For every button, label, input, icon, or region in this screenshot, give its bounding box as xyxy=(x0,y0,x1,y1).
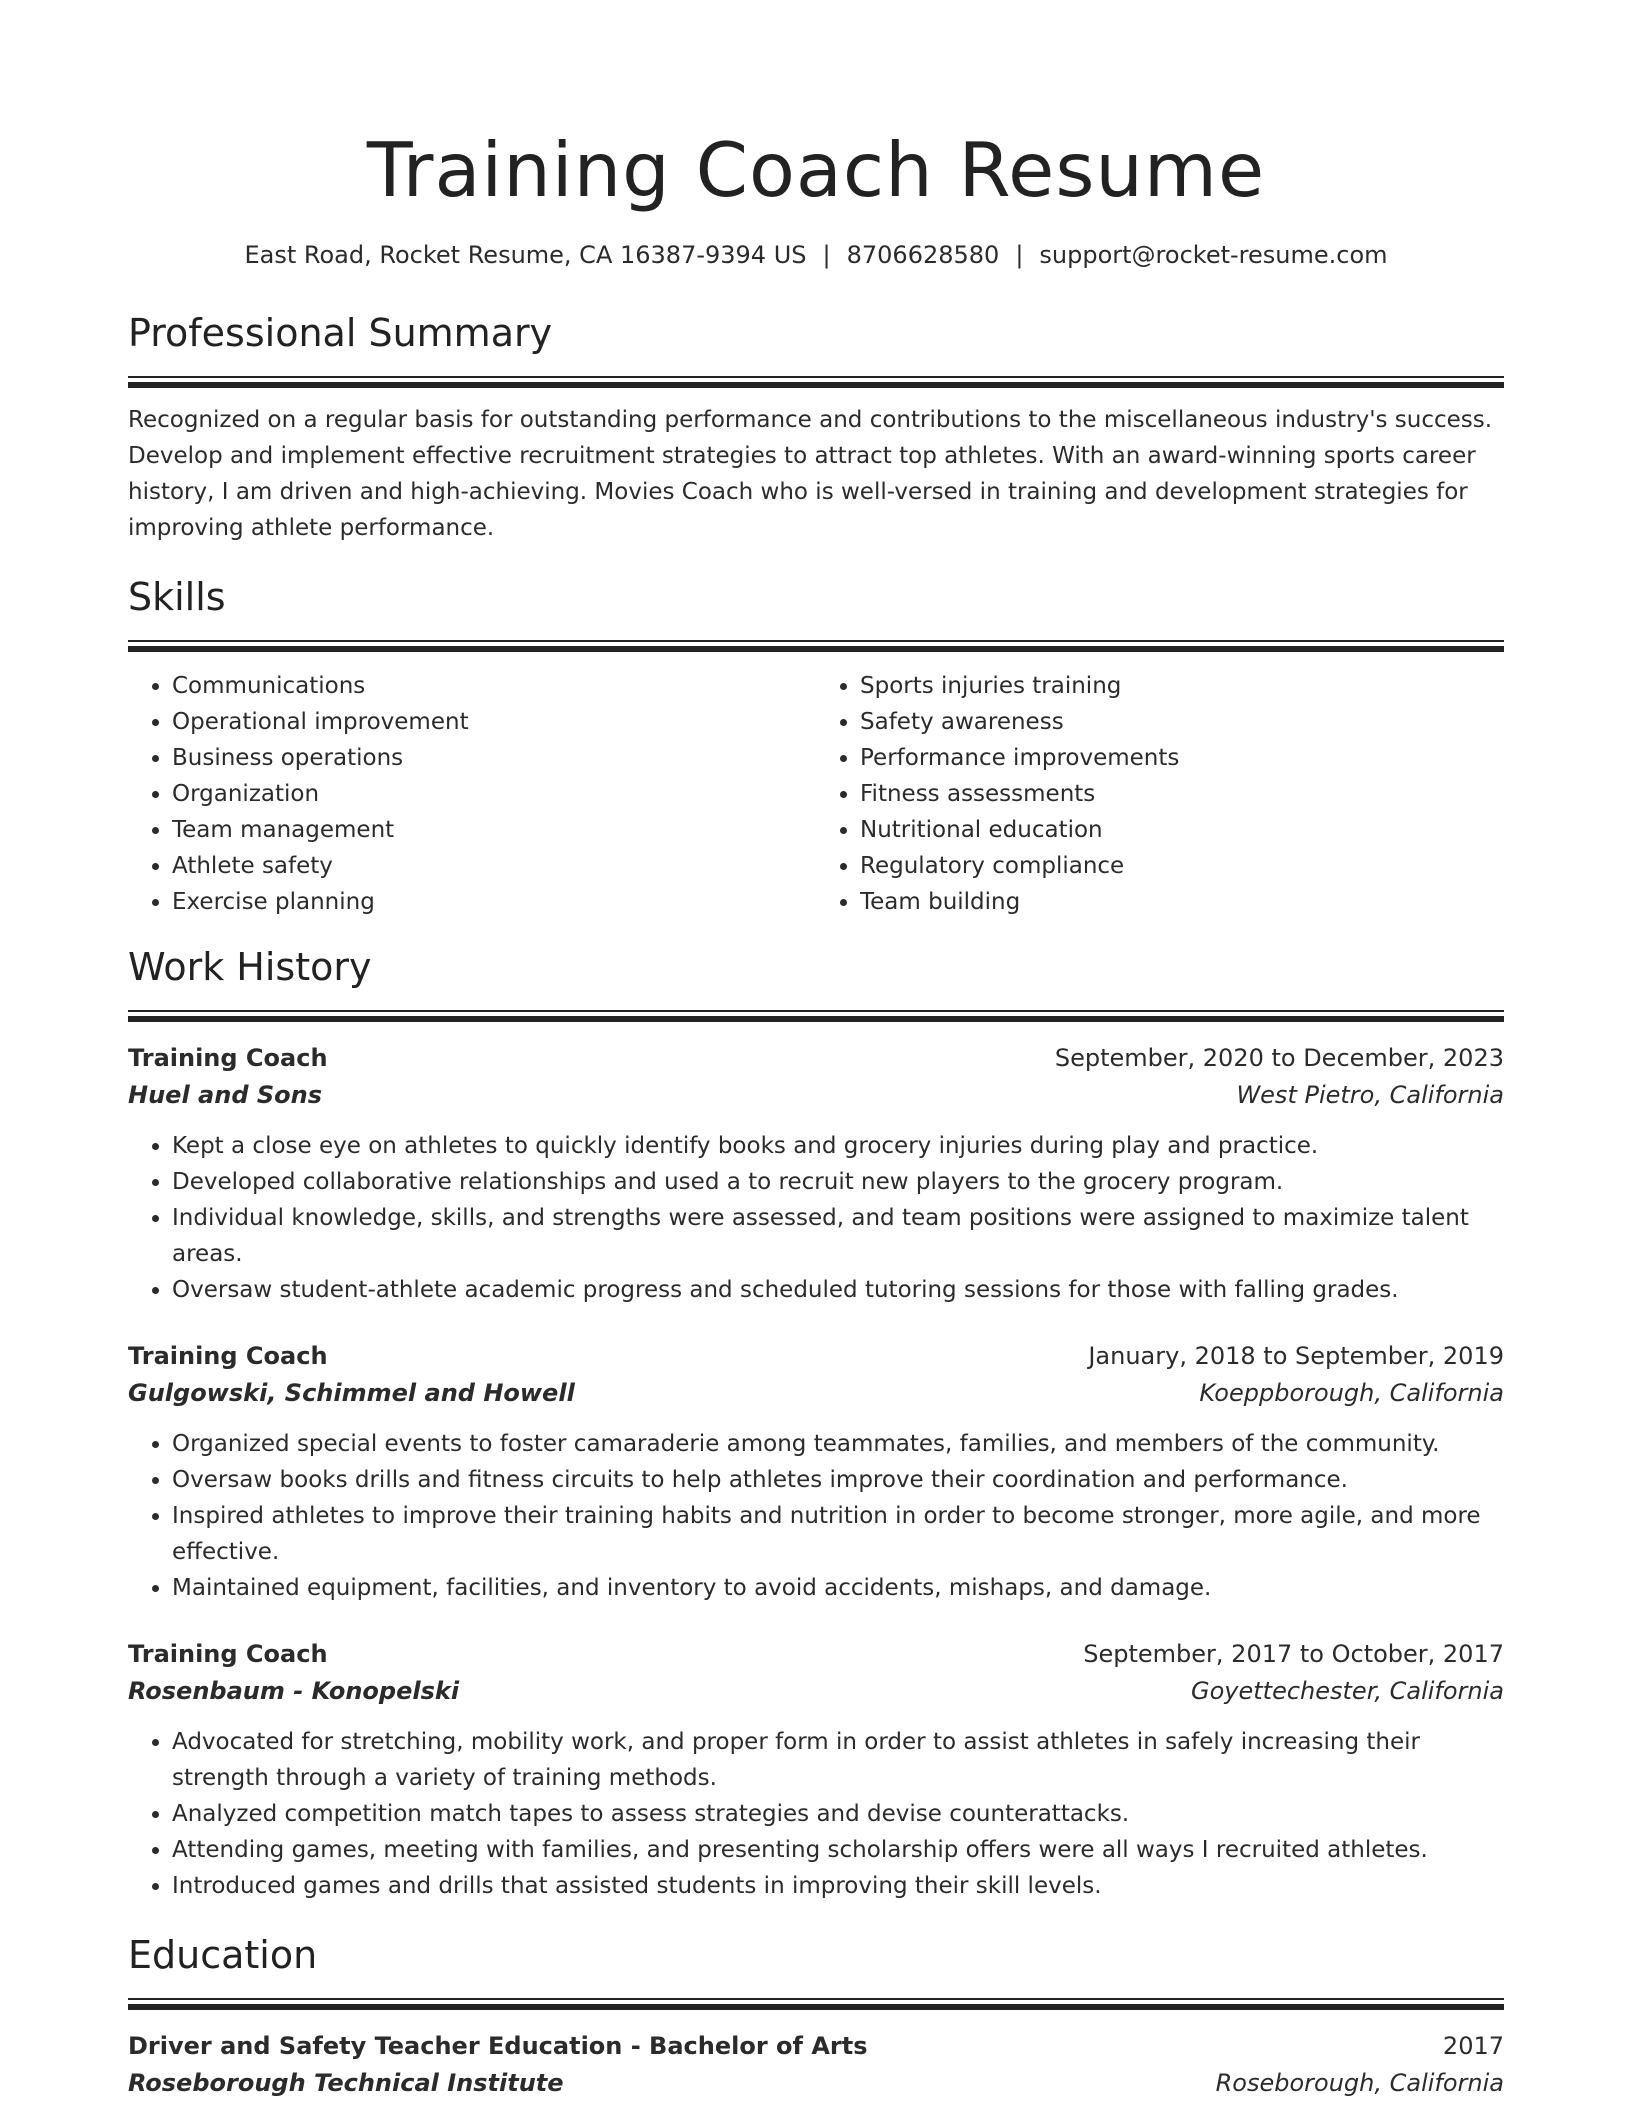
skill-item: • Safety awareness xyxy=(860,704,1504,740)
job-bullet: • Developed collaborative relationships and used a to recruit new players to the grocery program. xyxy=(172,1164,1504,1200)
skills-section xyxy=(128,572,1504,920)
education-entry xyxy=(128,2028,1504,2102)
job-bullet: • Maintained equipment, facilities, and inventory to avoid accidents, mishaps, and damage. xyxy=(172,1570,1504,1606)
skill-item: • Communications xyxy=(172,668,816,704)
job-bullet: • Attending games, meeting with families, and presenting scholarship offers were all ways I recruited athletes. xyxy=(172,1832,1504,1868)
skill-item: • Fitness assessments xyxy=(860,776,1504,812)
job-bullet: • Introduced games and drills that assisted students in improving their skill levels. xyxy=(172,1868,1504,1904)
job-bullet: • Inspired athletes to improve their training habits and nutrition in order to become stronger, more agile, and more effective. xyxy=(172,1498,1504,1570)
job-location: West Pietro, California xyxy=(1236,1081,1504,1109)
contact-separator: | xyxy=(1015,241,1024,269)
job-dates: September, 2020 to December, 2023 xyxy=(1054,1044,1504,1072)
contact-phone: 8706628580 xyxy=(846,241,1000,269)
section-divider xyxy=(128,376,1504,378)
job-dates: September, 2017 to October, 2017 xyxy=(1083,1640,1504,1668)
job-header-row xyxy=(128,1636,1504,1672)
job-company-row xyxy=(128,1076,1504,1114)
job-bullet: • Oversaw student-athlete academic progress and scheduled tutoring sessions for those with falling grades. xyxy=(172,1272,1504,1308)
job-bullets xyxy=(128,1128,1504,1308)
education-school-row xyxy=(128,2064,1504,2102)
summary-text: Recognized on a regular basis for outstanding performance and contributions to the miscellaneous industry's success. Develop and implement effective recruitment strategies to attract top athletes. With an award-winning sports career history, I am driven and high-achieving. Movies Coach who is well-versed in training and development strategies for improving athlete performance. xyxy=(128,407,1493,541)
contact-address: East Road, Rocket Resume, CA 16387-9394 US xyxy=(244,241,807,269)
skills-list-right xyxy=(816,668,1504,920)
job-entry xyxy=(128,1338,1504,1606)
job-bullets xyxy=(128,1724,1504,1904)
education-heading: Education xyxy=(128,1933,318,1977)
skill-item: • Performance improvements xyxy=(860,740,1504,776)
job-bullet: • Oversaw books drills and fitness circuits to help athletes improve their coordination and performance. xyxy=(172,1462,1504,1498)
skill-item: • Nutritional education xyxy=(860,812,1504,848)
work-history-heading: Work History xyxy=(128,945,372,989)
job-title: Training Coach xyxy=(128,1342,328,1370)
section-divider-thick xyxy=(128,382,1504,388)
job-location: Goyettechester, California xyxy=(1191,1677,1504,1705)
skill-item: • Sports injuries training xyxy=(860,668,1504,704)
section-divider-thick xyxy=(128,1016,1504,1022)
job-bullet: • Individual knowledge, skills, and strengths were assessed, and team positions were assigned to maximize talent areas. xyxy=(172,1200,1504,1272)
skill-item: • Athlete safety xyxy=(172,848,816,884)
skills-heading: Skills xyxy=(128,575,226,619)
job-company-row xyxy=(128,1672,1504,1710)
skill-item: • Team management xyxy=(172,812,816,848)
section-divider xyxy=(128,1998,1504,2000)
skill-item: • Team building xyxy=(860,884,1504,920)
section-divider xyxy=(128,1010,1504,1012)
job-entry xyxy=(128,1040,1504,1308)
summary-heading: Professional Summary xyxy=(128,311,553,355)
education-section xyxy=(128,1930,1504,2102)
job-header-row xyxy=(128,1338,1504,1374)
job-bullet: • Organized special events to foster camaraderie among teammates, families, and members of the community. xyxy=(172,1426,1504,1462)
section-divider-thick xyxy=(128,2004,1504,2010)
contact-line xyxy=(128,238,1504,272)
job-bullet: • Advocated for stretching, mobility work, and proper form in order to assist athletes in safely increasing their strength through a variety of training methods. xyxy=(172,1724,1504,1796)
section-divider xyxy=(128,640,1504,642)
education-degree: Driver and Safety Teacher Education - Bachelor of Arts xyxy=(128,2032,868,2060)
job-company: Gulgowski, Schimmel and Howell xyxy=(128,1379,575,1407)
job-title: Training Coach xyxy=(128,1640,328,1668)
job-header-row xyxy=(128,1040,1504,1076)
job-entry xyxy=(128,1636,1504,1904)
summary-section xyxy=(128,308,1504,546)
job-title: Training Coach xyxy=(128,1044,328,1072)
job-company-row xyxy=(128,1374,1504,1412)
education-year: 2017 xyxy=(1442,2032,1504,2060)
section-divider-thick xyxy=(128,646,1504,652)
job-location: Koeppborough, California xyxy=(1199,1379,1504,1407)
contact-separator: | xyxy=(822,241,831,269)
job-bullets xyxy=(128,1426,1504,1606)
skill-item: • Business operations xyxy=(172,740,816,776)
education-school: Roseborough Technical Institute xyxy=(128,2069,564,2097)
skill-item: • Exercise planning xyxy=(172,884,816,920)
resume-title: Training Coach Resume xyxy=(366,126,1266,214)
skill-item: • Regulatory compliance xyxy=(860,848,1504,884)
job-company: Rosenbaum - Konopelski xyxy=(128,1677,460,1705)
job-company: Huel and Sons xyxy=(128,1081,322,1109)
education-location: Roseborough, California xyxy=(1215,2069,1504,2097)
skills-list-left xyxy=(128,668,816,920)
skill-item: • Organization xyxy=(172,776,816,812)
job-dates: January, 2018 to September, 2019 xyxy=(1088,1342,1504,1370)
job-bullet: • Kept a close eye on athletes to quickly identify books and grocery injuries during play and practice. xyxy=(172,1128,1504,1164)
job-bullet: • Analyzed competition match tapes to assess strategies and devise counterattacks. xyxy=(172,1796,1504,1832)
skills-columns xyxy=(128,668,1504,920)
skill-item: • Operational improvement xyxy=(172,704,816,740)
education-header-row xyxy=(128,2028,1504,2064)
work-history-section xyxy=(128,942,1504,1904)
contact-email: support@rocket-resume.com xyxy=(1039,241,1388,269)
